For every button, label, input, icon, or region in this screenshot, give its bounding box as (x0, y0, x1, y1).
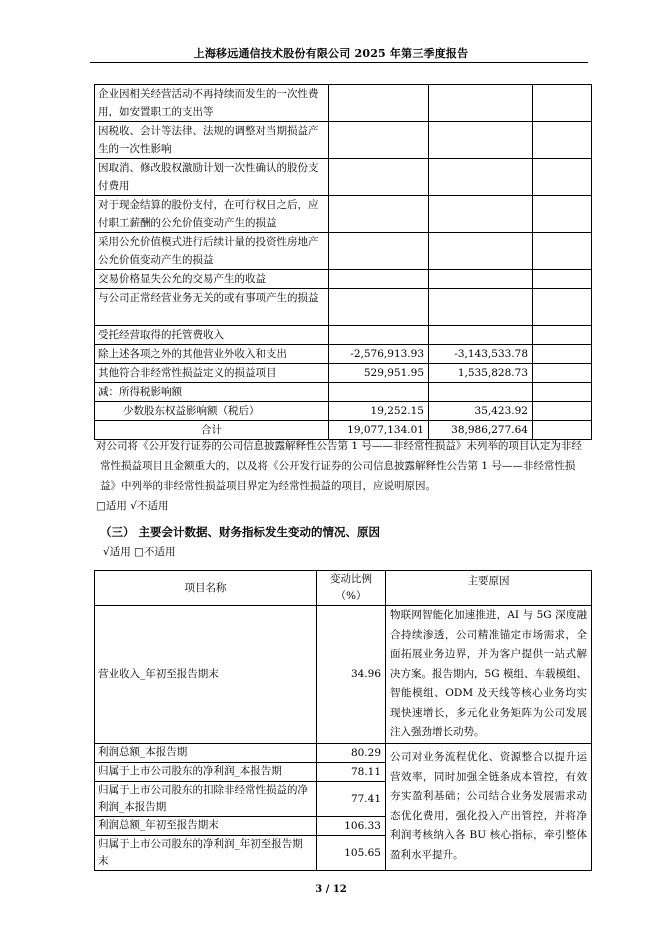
disclosure-note (96, 436, 590, 516)
row-label: 减：所得税影响额 (95, 383, 329, 402)
reason-text: 公司对业务流程优化、资源整合以提升运营效率，同时加强全链条成本管控，有效夯实盈利基础；公司结合业务发展需求动态优化费用，强化投入产出管控，并将净利润考核纳入各 BU 核心指标，牵引整体盈利水平提升。 (386, 743, 592, 870)
table-row (95, 743, 592, 762)
header-divider (90, 62, 588, 63)
change-ratio: 78.11 (317, 762, 386, 781)
table-row (95, 85, 592, 122)
table-row (95, 122, 592, 159)
non-recurring-items-table (94, 84, 592, 440)
ytd-value: 38,986,277.64 (429, 421, 533, 440)
section-applicability-status: √适用 □不适用 (103, 546, 176, 558)
current-period-value (329, 159, 429, 196)
ytd-value (429, 289, 533, 326)
table-row (95, 606, 592, 744)
section-title: （三） 主要会计数据、财务指标发生变动的情况、原因 (100, 525, 381, 539)
current-period-value (329, 196, 429, 233)
page-header: 上海移远通信技术股份有限公司 2025 年第三季度报告 (193, 47, 469, 60)
item-name: 归属于上市公司股东的净利润_年初至报告期末 (95, 835, 317, 870)
ytd-value (429, 383, 533, 402)
header-reason: 主要原因 (386, 571, 592, 606)
table-row (95, 345, 592, 364)
note-cell (533, 364, 592, 383)
note-cell (533, 345, 592, 364)
row-label: 其他符合非经常性损益定义的损益项目 (95, 364, 329, 383)
item-name: 归属于上市公司股东的扣除非经常性损益的净利润_本报告期 (95, 781, 317, 816)
note-cell (533, 122, 592, 159)
ytd-value (429, 196, 533, 233)
note-cell (533, 289, 592, 326)
current-period-value (329, 383, 429, 402)
note-cell (533, 233, 592, 270)
ytd-value (429, 85, 533, 122)
row-label: 合计 (95, 421, 329, 440)
ytd-value: -3,143,533.78 (429, 345, 533, 364)
current-period-value (329, 122, 429, 159)
item-name: 利润总额_年初至报告期末 (95, 816, 317, 835)
note-cell (533, 402, 592, 421)
metric-change-table (94, 570, 592, 871)
table-header-row (95, 571, 592, 606)
note-cell (533, 383, 592, 402)
ytd-value (429, 159, 533, 196)
note-cell (533, 85, 592, 122)
table-row (95, 233, 592, 270)
item-name: 归属于上市公司股东的净利润_本报告期 (95, 762, 317, 781)
note-cell (533, 159, 592, 196)
table-row (95, 402, 592, 421)
change-ratio: 106.33 (317, 816, 386, 835)
ytd-value (429, 326, 533, 345)
current-period-value (329, 85, 429, 122)
item-name: 利润总额_本报告期 (95, 743, 317, 762)
current-period-value: 529,951.95 (329, 364, 429, 383)
reason-text: 物联网智能化加速推进，AI 与 5G 深度融合持续渗透，公司精准锚定市场需求，全面拓展业务边界，并为客户提供一站式解决方案。报告期内，5G 模组、车载模组、智能模组、ODM 及天线等核心业务均实现快速增长，多元化业务矩阵为公司发展注入强劲增长动势。 (386, 606, 592, 744)
row-label: 企业因相关经营活动不再持续而发生的一次性费用，如安置职工的支出等 (95, 85, 329, 122)
row-label: 受托经营取得的托管费收入 (95, 326, 329, 345)
row-label: 因税收、会计等法律、法规的调整对当期损益产生的一次性影响 (95, 122, 329, 159)
row-label: 对于现金结算的股份支付，在可行权日之后，应付职工薪酬的公允价值变动产生的损益 (95, 196, 329, 233)
ytd-value (429, 270, 533, 289)
table-row (95, 364, 592, 383)
header-ratio-line2: （%） (335, 590, 367, 602)
row-label: 交易价格显失公允的交易产生的收益 (95, 270, 329, 289)
current-period-value (329, 233, 429, 270)
current-period-value: 19,077,134.01 (329, 421, 429, 440)
current-period-value (329, 270, 429, 289)
ytd-value: 1,535,828.73 (429, 364, 533, 383)
current-period-value: 19,252.15 (329, 402, 429, 421)
table-row (95, 383, 592, 402)
note-cell (533, 196, 592, 233)
disclosure-text: 对公司将《公开发行证券的公司信息披露解释性公告第 1 号——非经常性损益》未列举的项目认定为非经常性损益项目且金额重大的，以及将《公开发行证券的公司信息披露解释性公告第 1 号——非经常性损益》中列举的非经常性损益项目界定为经常性损益的项目，应说明原因。 (96, 440, 582, 492)
ytd-value (429, 122, 533, 159)
row-label: 因取消、修改股权激励计划一次性确认的股份支付费用 (95, 159, 329, 196)
note-cell (533, 326, 592, 345)
table-row (95, 289, 592, 326)
ytd-value (429, 233, 533, 270)
page-number: 3 / 12 (315, 884, 347, 895)
ytd-value: 35,423.92 (429, 402, 533, 421)
row-label: 除上述各项之外的其他营业外收入和支出 (95, 345, 329, 364)
row-label: 少数股东权益影响额（税后） (95, 402, 329, 421)
header-ratio-line1: 变动比例 (330, 573, 372, 585)
row-label: 与公司正常经营业务无关的或有事项产生的损益 (95, 289, 329, 326)
table-row (95, 270, 592, 289)
row-label: 采用公允价值模式进行后续计量的投资性房地产公允价值变动产生的损益 (95, 233, 329, 270)
change-ratio: 80.29 (317, 743, 386, 762)
note-cell (533, 270, 592, 289)
change-ratio: 105.65 (317, 835, 386, 870)
header-change-ratio (317, 571, 386, 606)
table-row (95, 196, 592, 233)
change-ratio: 34.96 (317, 606, 386, 744)
current-period-value: -2,576,913.93 (329, 345, 429, 364)
table-row (95, 159, 592, 196)
current-period-value (329, 326, 429, 345)
current-period-value (329, 289, 429, 326)
header-item-name: 项目名称 (95, 571, 317, 606)
applicability-status: □适用 √不适用 (96, 500, 169, 512)
change-ratio: 77.41 (317, 781, 386, 816)
table-row (95, 326, 592, 345)
item-name: 营业收入_年初至报告期末 (95, 606, 317, 744)
